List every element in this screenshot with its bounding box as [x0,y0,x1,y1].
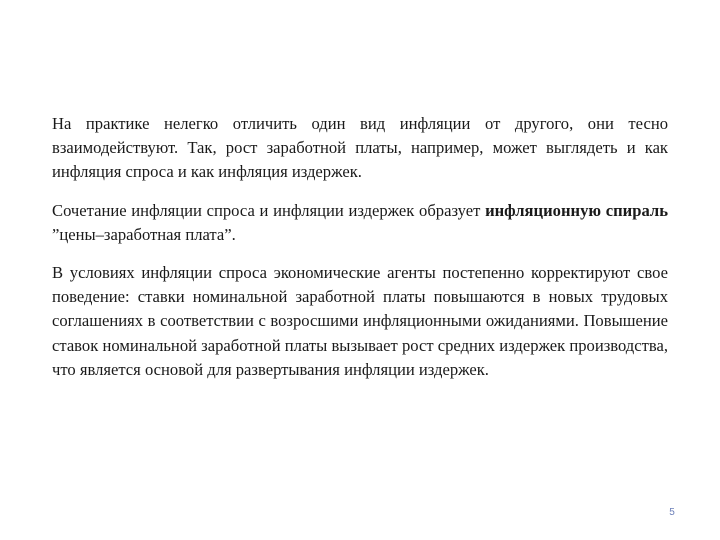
paragraph-demand-inflation [52,261,668,382]
slide-body [52,112,668,396]
paragraph-text: Сочетание инфляции спроса и инфляции издержек образует [52,200,481,220]
paragraph-text: На практике нелегко отличить один вид инфляции от другого, они тесно взаимодействуют. Так, рост заработной платы, например, может выглядеть и как инфляция спроса и как инфляция издержек. [52,114,668,182]
paragraph-text: В условиях инфляции спроса экономические агенты постепенно корректируют свое поведение: ставки номинальной заработной платы повышаются в новых трудовых соглашениях в соответствии с возросшими инфляционными ожиданиями. Повышение ставок номинальной заработной платы вызывает рост средних издержек производства, что является основой для развертывания инфляции издержек. [52,263,668,379]
paragraph-text: ”цены–заработная плата”. [52,224,236,244]
paragraph-inflation-spiral [52,199,668,247]
term-inflation-spiral: инфляционную спираль [485,200,668,220]
paragraph-inflation-interaction [52,112,668,185]
page-number: 5 [669,507,675,518]
